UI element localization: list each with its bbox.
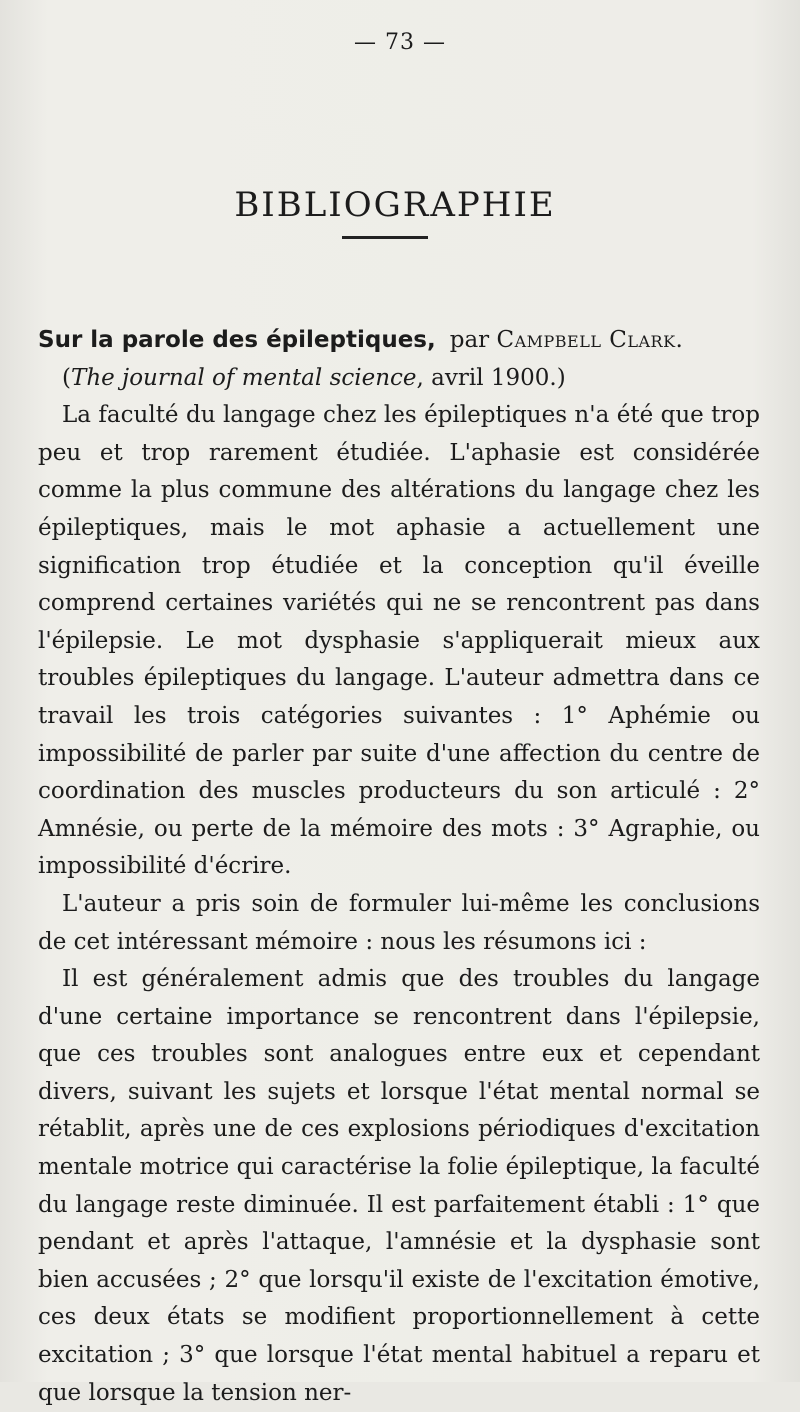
source-journal: The journal of mental science	[70, 364, 417, 391]
section-title: BIBLIOGRAPHIE	[234, 184, 556, 225]
article-review	[38, 322, 760, 1412]
article-byline	[450, 327, 684, 353]
byline-par: par	[449, 327, 490, 353]
article-title: Sur la parole des épileptiques,	[38, 327, 436, 353]
source-date: , avril 1900.)	[416, 364, 566, 391]
article-heading	[38, 322, 760, 360]
title-rule	[342, 236, 428, 239]
body-paragraph-1: La faculté du langage chez les épileptiques n'a été que trop peu et trop rarement étudiée. L'aphasie est considérée comme la plus commune des altérations du langage chez les épileptiques, mais le mot aphasie a actuellement une signification trop étudiée et la conception qu'il éveille comprend certaines variétés qui ne se rencontrent pas dans l'épilepsie. Le mot dysphasie s'appliquerait mieux aux troubles épileptiques du langage. L'auteur admettra dans ce travail les trois catégories suivantes : 1° Aphémie ou impossibilité de parler par suite d'une affection du centre de coordination des muscles producteurs du son articulé : 2° Amnésie, ou perte de la mémoire des mots : 3° Agraphie, ou impossibilité d'écrire.	[38, 402, 760, 880]
page-number: — 73 —	[354, 30, 446, 55]
source-open-paren: (	[62, 364, 71, 391]
article-author: Campbell Clark.	[496, 327, 684, 353]
body-paragraph-2: L'auteur a pris soin de formuler lui-même les conclusions de cet intéressant mémoire : nous les résumons ici :	[38, 890, 760, 955]
body-paragraph-3: Il est généralement admis que des troubles du langage d'une certaine importance se rencontrent dans l'épilepsie, que ces troubles sont analogues entre eux et cependant divers, suivant les sujets et lorsque l'état mental normal se rétablit, après une de ces explosions périodiques d'excitation mentale motrice qui caractérise la folie épileptique, la faculté du langage reste diminuée. Il est parfaitement établi : 1° que pendant et après l'attaque, l'amnésie et la dysphasie sont bien accusées ; 2° que lorsqu'il existe de l'excitation émotive, ces deux états se modifient proportionnellement à cette excitation ; 3° que lorsque l'état mental habituel a reparu et que lorsque la tension ner-	[38, 966, 760, 1406]
article-source	[62, 360, 760, 398]
